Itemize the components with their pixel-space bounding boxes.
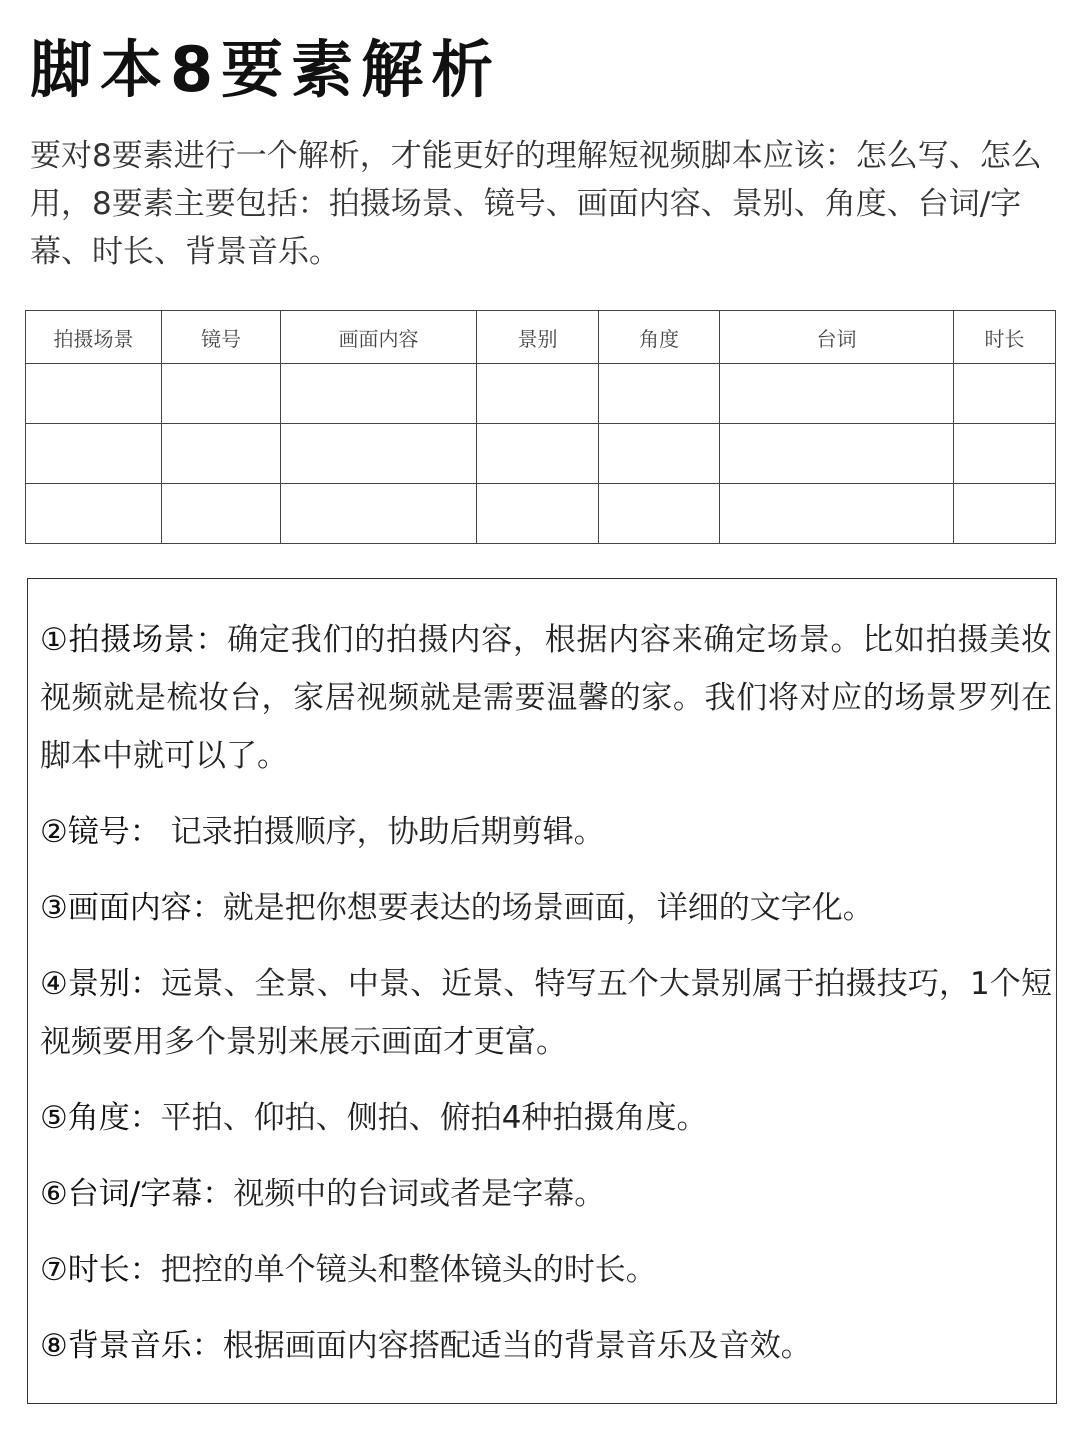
item-heading: ②镜号：	[40, 814, 161, 850]
table-cell	[162, 424, 281, 484]
table-cell	[477, 484, 599, 544]
item-text: 把控的单个镜头和整体镜头的时长。	[160, 1252, 657, 1288]
item-heading: ①拍摄场景：	[40, 622, 228, 658]
item-heading: ⑤角度：	[40, 1100, 161, 1136]
item-heading: ⑦时长：	[40, 1252, 161, 1288]
list-item-shot-size	[40, 955, 1052, 1071]
list-item-background-music	[40, 1317, 1052, 1375]
list-item-duration	[40, 1241, 1052, 1299]
item-text: 确定我们的拍摄内容，根据内容来确定场景。比如拍摄美妆视频就是梳妆台，家居视频就是需要温馨的家。我们将对应的场景罗列在脚本中就可以了。	[40, 622, 1053, 774]
table-cell	[720, 484, 954, 544]
elements-explanation-box	[27, 578, 1057, 1404]
table-row	[26, 424, 1056, 484]
header-frame-content: 画面内容	[281, 311, 477, 364]
item-text: 就是把你想要表达的场景画面，详细的文字化。	[222, 890, 874, 926]
list-item-frame-content	[40, 879, 1052, 937]
table-cell	[954, 484, 1056, 544]
table-cell	[477, 364, 599, 424]
header-shot-size: 景别	[477, 311, 599, 364]
table-header-row	[26, 311, 1056, 364]
item-heading: ③画面内容：	[40, 890, 223, 926]
list-item-shot-number	[40, 803, 1052, 861]
page-title: 脚本8要素解析	[30, 33, 502, 106]
header-shot-number: 镜号	[162, 311, 281, 364]
table-cell	[162, 364, 281, 424]
item-text: 根据画面内容搭配适当的背景音乐及音效。	[222, 1328, 812, 1364]
table-cell	[720, 364, 954, 424]
table-cell	[26, 364, 162, 424]
item-text: 视频中的台词或者是字幕。	[233, 1176, 606, 1212]
table-cell	[599, 364, 720, 424]
table-cell	[281, 484, 477, 544]
table-cell	[281, 364, 477, 424]
item-heading: ⑥台词/字幕：	[40, 1176, 234, 1212]
table-cell	[26, 484, 162, 544]
list-item-lines	[40, 1165, 1052, 1223]
item-text: 记录拍摄顺序，协助后期剪辑。	[160, 814, 605, 850]
table-cell	[954, 424, 1056, 484]
list-item-angle	[40, 1089, 1052, 1147]
elements-list	[40, 611, 1052, 1393]
header-duration: 时长	[954, 311, 1056, 364]
intro-paragraph: 要对8要素进行一个解析，才能更好的理解短视频脚本应该：怎么写、怎么用，8要素主要包括：拍摄场景、镜号、画面内容、景别、角度、台词/字幕、时长、背景音乐。	[30, 138, 1042, 270]
table-cell	[720, 424, 954, 484]
item-heading: ⑧背景音乐：	[40, 1328, 223, 1364]
header-lines: 台词	[720, 311, 954, 364]
table-cell	[26, 424, 162, 484]
header-scene: 拍摄场景	[26, 311, 162, 364]
item-heading: ④景别：	[40, 966, 162, 1002]
table-cell	[281, 424, 477, 484]
item-text: 远景、全景、中景、近景、特写五个大景别属于拍摄技巧，1个短视频要用多个景别来展示画面才更富。	[40, 966, 1052, 1060]
script-template-table	[25, 310, 1056, 544]
table-row	[26, 364, 1056, 424]
table-row	[26, 484, 1056, 544]
item-text: 平拍、仰拍、侧拍、俯拍4种拍摄角度。	[160, 1100, 708, 1136]
table-cell	[477, 424, 599, 484]
table-cell	[162, 484, 281, 544]
header-angle: 角度	[599, 311, 720, 364]
table-cell	[954, 364, 1056, 424]
table-cell	[599, 424, 720, 484]
list-item-scene	[40, 611, 1052, 785]
table-cell	[599, 484, 720, 544]
